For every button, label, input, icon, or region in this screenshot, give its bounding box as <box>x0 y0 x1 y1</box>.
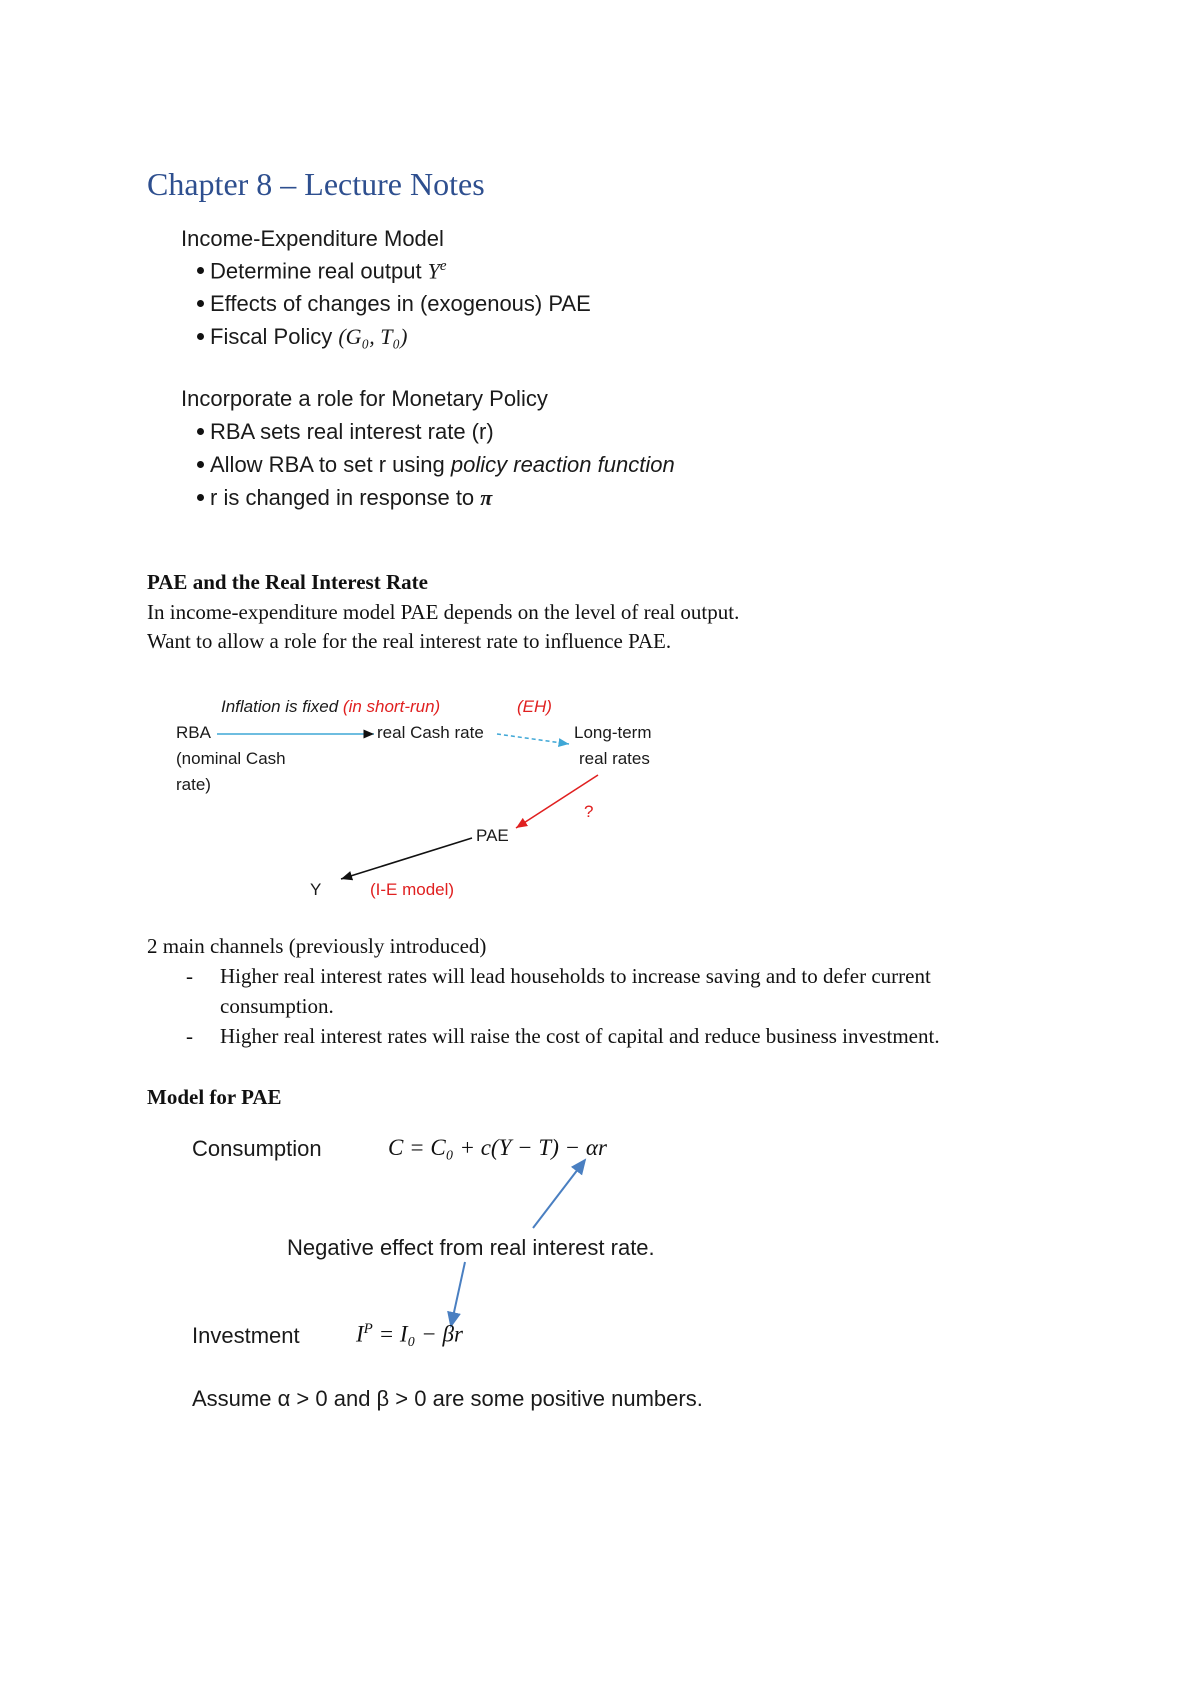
arrow-negative-to-consumption <box>533 1160 585 1228</box>
diagram-ie-model: (I-E model) <box>370 880 455 899</box>
diagram-rba: RBA <box>176 723 211 742</box>
diagram-nominal-2: rate) <box>176 775 211 794</box>
monetary-bullet-2-italic: policy reaction function <box>450 452 675 477</box>
arrow-real-cash-to-long-term <box>497 734 569 744</box>
arrow-long-term-to-pae <box>516 775 598 828</box>
channel-1-line-2: consumption. <box>220 994 334 1018</box>
diagram-nominal-1: (nominal Cash <box>176 749 286 768</box>
monetary-bullet-2-text: Allow RBA to set r using <box>210 452 451 477</box>
page-title: Chapter 8 – Lecture Notes <box>147 166 485 202</box>
consumption-label: Consumption <box>192 1136 322 1161</box>
ie-bullet-2-text: Effects of changes in (exogenous) PAE <box>210 291 591 316</box>
channel-1-dash: - <box>186 964 193 988</box>
ie-bullet-3-text: Fiscal Policy <box>210 324 339 349</box>
diagram-long-term: Long-term <box>574 723 652 742</box>
diagram-eh-label: (EH) <box>517 697 552 716</box>
diagram-inflation-fixed: Inflation is fixed <box>221 697 343 716</box>
investment-eq-sup: P <box>363 1321 373 1337</box>
investment-eq-i: I <box>356 1321 364 1347</box>
pae-section-heading: PAE and the Real Interest Rate <box>147 570 428 594</box>
pae-section-line-2: Want to allow a role for the real interest rate to influence PAE. <box>147 629 672 653</box>
diagram-y: Y <box>310 880 322 899</box>
channel-1-line-1: Higher real interest rates will lead households to increase saving and to defer current <box>220 964 931 988</box>
channels-intro: 2 main channels (previously introduced) <box>147 934 487 958</box>
monetary-bullet-3-text: r is changed in response to <box>210 485 481 510</box>
diagram-short-run: (in short-run) <box>342 697 441 716</box>
pae-section-line-1: In income-expenditure model PAE depends on the level of real output. <box>147 600 740 624</box>
monetary-heading: Incorporate a role for Monetary Policy <box>181 386 548 411</box>
ie-bullet-3-math: (G₀, T₀) <box>338 324 408 349</box>
diagram-question: ? <box>584 802 594 821</box>
arrow-negative-to-investment <box>451 1262 465 1326</box>
ie-bullet-1-text: Determine real output <box>210 258 428 284</box>
monetary-bullet-1-text: RBA sets real interest rate (r) <box>210 419 494 444</box>
investment-label: Investment <box>192 1323 300 1348</box>
model-heading: Model for PAE <box>147 1085 282 1109</box>
diagram-real-cash-rate: real Cash rate <box>377 723 484 742</box>
channel-2-dash: - <box>186 1024 193 1048</box>
consumption-equation: C = C₀ + c(Y − T) − αr <box>388 1135 607 1160</box>
ie-bullet-1-sup: e <box>439 258 447 274</box>
diagram-pae: PAE <box>476 826 509 845</box>
ie-model-heading: Income-Expenditure Model <box>181 226 444 251</box>
investment-equation <box>356 1321 463 1348</box>
assumption-text: Assume α > 0 and β > 0 are some positive numbers. <box>192 1386 703 1411</box>
diagram-real-rates: real rates <box>579 749 650 768</box>
arrow-pae-to-y <box>341 838 472 879</box>
channel-2-line: Higher real interest rates will raise the cost of capital and reduce business investment. <box>220 1024 940 1048</box>
ie-bullet-1-math: Y <box>427 258 440 284</box>
negative-effect-label: Negative effect from real interest rate. <box>287 1235 655 1260</box>
investment-eq-rest: = I₀ − βr <box>372 1321 463 1347</box>
monetary-bullet-3-math: π <box>480 485 493 510</box>
